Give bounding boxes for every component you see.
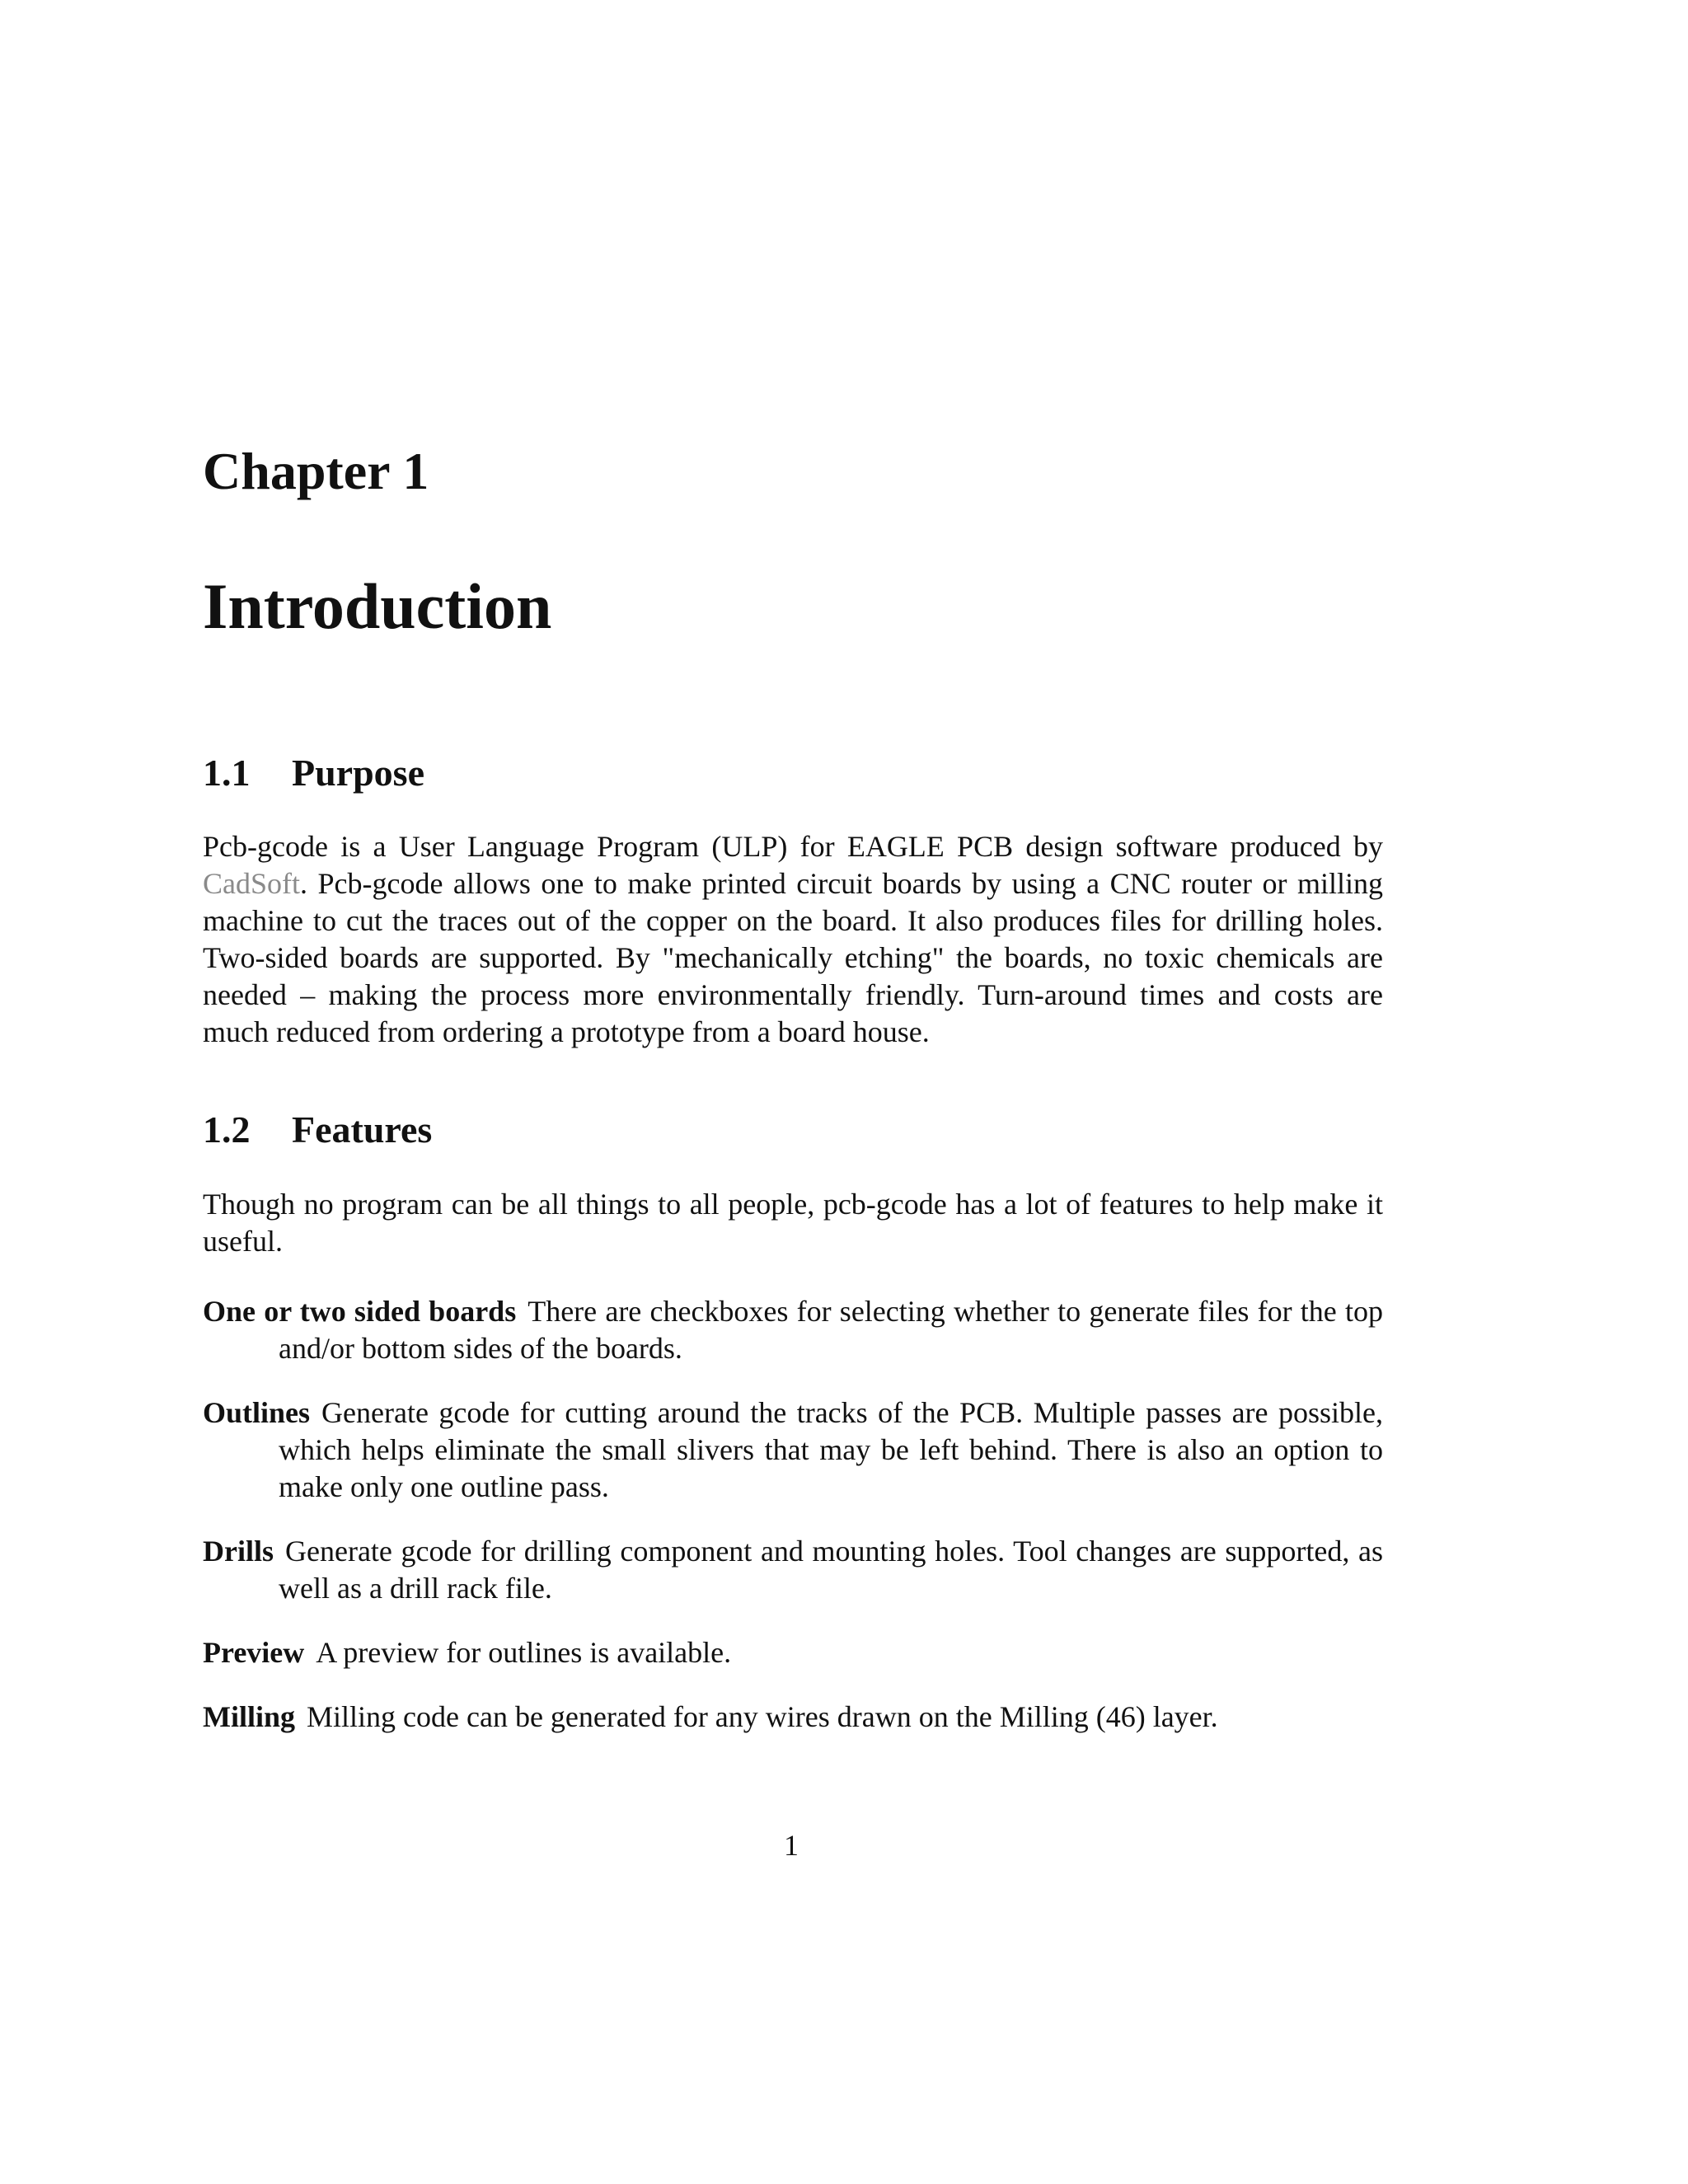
- feature-description: Milling code can be generated for any wires drawn on the Milling (46) layer.: [307, 1699, 1218, 1733]
- section-number: 1.1: [203, 752, 251, 794]
- feature-description: A preview for outlines is available.: [316, 1635, 732, 1669]
- feature-description: There are checkboxes for selecting whether to generate files for the top and/or bottom sides of the boards.: [279, 1294, 1383, 1365]
- cadsoft-link[interactable]: CadSoft: [203, 867, 301, 901]
- feature-term: Preview: [203, 1635, 305, 1669]
- page-number: 1: [784, 1829, 799, 1862]
- feature-item: [203, 1293, 1383, 1367]
- chapter-label: Chapter 1: [203, 442, 429, 500]
- features-intro-paragraph: Though no program can be all things to all people, pcb-gcode has a lot of features to help make it useful.: [203, 1187, 1383, 1258]
- page-content: [203, 441, 1383, 1763]
- feature-term: Milling: [203, 1699, 296, 1733]
- feature-item: [203, 1634, 1383, 1671]
- purpose-text-start: Pcb-gcode is a User Language Program (ULP) for EAGLE PCB design software produced by: [203, 830, 1383, 864]
- section-heading-features: [203, 1107, 1383, 1152]
- purpose-text-end: . Pcb-gcode allows one to make printed circuit boards by using a CNC router or milling machine to cut the traces out of the copper on the board. It also produces files for drilling holes. Two-sided boards are supported. By "mechanically etching" the boards, no toxic chemicals are needed – making the process more environmentally friendly. Turn-around times and costs are much reduced from ordering a prototype from a board house.: [203, 867, 1383, 1049]
- section-title: Purpose: [292, 752, 424, 794]
- features-list: [203, 1293, 1383, 1736]
- section-number: 1.2: [203, 1108, 251, 1151]
- feature-term: One or two sided boards: [203, 1294, 517, 1328]
- feature-description: Generate gcode for drilling component and mounting holes. Tool changes are supported, as well as a drill rack file.: [279, 1534, 1383, 1605]
- feature-description: Generate gcode for cutting around the tracks of the PCB. Multiple passes are possible, which helps eliminate the small slivers that may be left behind. There is also an option to make only one outline pass.: [279, 1395, 1383, 1503]
- section-heading-purpose: [203, 750, 1383, 795]
- purpose-paragraph: [203, 828, 1383, 1051]
- feature-term: Drills: [203, 1534, 274, 1568]
- feature-term: Outlines: [203, 1395, 311, 1429]
- feature-item: [203, 1533, 1383, 1607]
- section-title: Features: [292, 1108, 433, 1151]
- feature-item: [203, 1699, 1383, 1736]
- feature-item: [203, 1394, 1383, 1506]
- chapter-title: Introduction: [203, 569, 552, 642]
